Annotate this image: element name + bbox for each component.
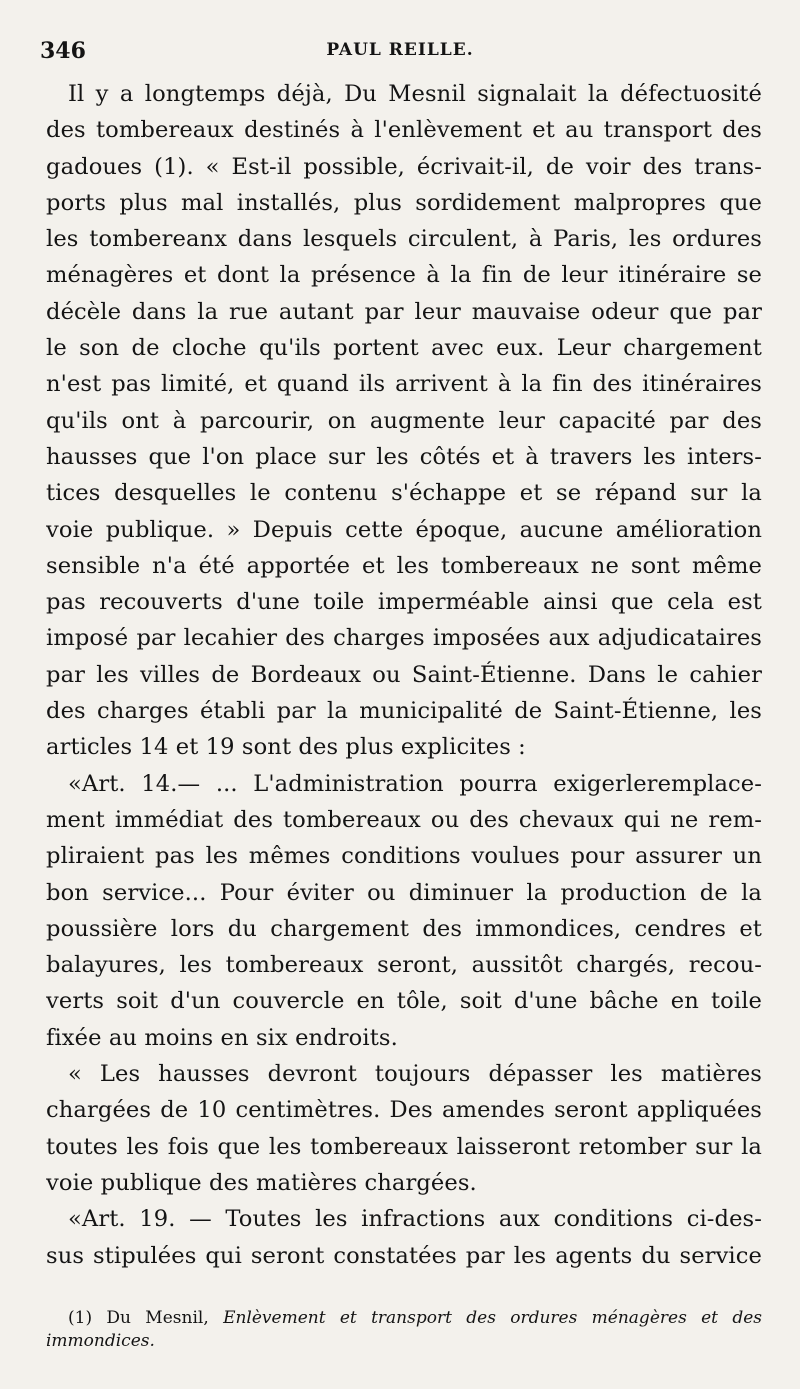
- text-line: des tombereaux destinés à l'enlèvement et au transport des: [46, 117, 762, 144]
- footnote-title-cont: immondices.: [46, 1331, 155, 1351]
- footnote-marker: (1) Du Mesnil,: [68, 1308, 209, 1328]
- text-line: décèle dans la rue autant par leur mauvaise odeur que par: [46, 298, 762, 325]
- text-line: tices desquelles le contenu s'échappe et se répand sur la: [46, 480, 762, 507]
- text-line: Il y a longtemps déjà, Du Mesnil signalait la défectuosité: [68, 81, 762, 107]
- text-line: ports plus mal installés, plus sordidement malpropres que: [46, 189, 762, 216]
- text-line: voie publique des matières chargées.: [46, 1169, 477, 1196]
- text-line: voie publique. » Depuis cette époque, aucune amélioration: [46, 516, 762, 543]
- text-line: qu'ils ont à parcourir, on augmente leur capacité par des: [46, 407, 762, 434]
- running-head: PAUL REILLE.: [326, 40, 474, 60]
- page-number: 346: [40, 38, 86, 64]
- text-line: des charges établi par la municipalité de Saint-Étienne, les: [46, 698, 762, 725]
- text-line: gadoues (1). « Est-il possible, écrivait-il, de voir des trans-: [46, 153, 762, 180]
- body-text: [46, 76, 762, 1274]
- text-line: «Art. 14.— ... L'administration pourra exigerleremplace-: [68, 770, 762, 797]
- text-line: sensible n'a été apportée et les tombereaux ne sont même: [46, 552, 762, 579]
- text-line: «Art. 19. — Toutes les infractions aux conditions ci-des-: [68, 1206, 762, 1233]
- text-line: fixée au moins en six endroits.: [46, 1024, 398, 1051]
- footnote: [46, 1307, 762, 1353]
- text-line: le son de cloche qu'ils portent avec eux. Leur chargement: [46, 335, 762, 362]
- text-line: articles 14 et 19 sont des plus explicites :: [46, 734, 526, 761]
- text-line: toutes les fois que les tombereaux laisseront retomber sur la: [46, 1133, 762, 1160]
- text-line: imposé par lecahier des charges imposées aux adjudicataires: [46, 625, 762, 652]
- text-line: sus stipulées qui seront constatées par les agents du service: [46, 1242, 762, 1269]
- text-line: pas recouverts d'une toile imperméable ainsi que cela est: [46, 589, 762, 616]
- page-header: [40, 38, 760, 68]
- text-line: pliraient pas les mêmes conditions voulues pour assurer un: [46, 843, 762, 870]
- text-line: chargées de 10 centimètres. Des amendes seront appliquées: [46, 1097, 762, 1124]
- text-line: hausses que l'on place sur les côtés et à travers les inters-: [46, 443, 762, 470]
- text-line: ménagères et dont la présence à la fin de leur itinéraire se: [46, 262, 762, 289]
- text-line: « Les hausses devront toujours dépasser les matières: [68, 1061, 762, 1088]
- text-line: n'est pas limité, et quand ils arrivent à la fin des itinéraires: [46, 371, 762, 398]
- text-line: bon service... Pour éviter ou diminuer la production de la: [46, 879, 762, 906]
- footnote-line: [46, 1307, 762, 1330]
- text-line: poussière lors du chargement des immondices, cendres et: [46, 915, 762, 942]
- text-line: ment immédiat des tombereaux ou des chevaux qui ne rem-: [46, 806, 762, 833]
- footnote-title: Enlèvement et transport des ordures ménagères et des: [223, 1308, 762, 1328]
- text-line: balayures, les tombereaux seront, aussitôt chargés, recou-: [46, 952, 762, 979]
- text-line: verts soit d'un couvercle en tôle, soit d'une bâche en toile: [46, 988, 762, 1015]
- text-line: par les villes de Bordeaux ou Saint-Étienne. Dans le cahier: [46, 661, 762, 688]
- footnote-line: [46, 1330, 762, 1353]
- text-line: les tombereanx dans lesquels circulent, à Paris, les ordures: [46, 226, 762, 253]
